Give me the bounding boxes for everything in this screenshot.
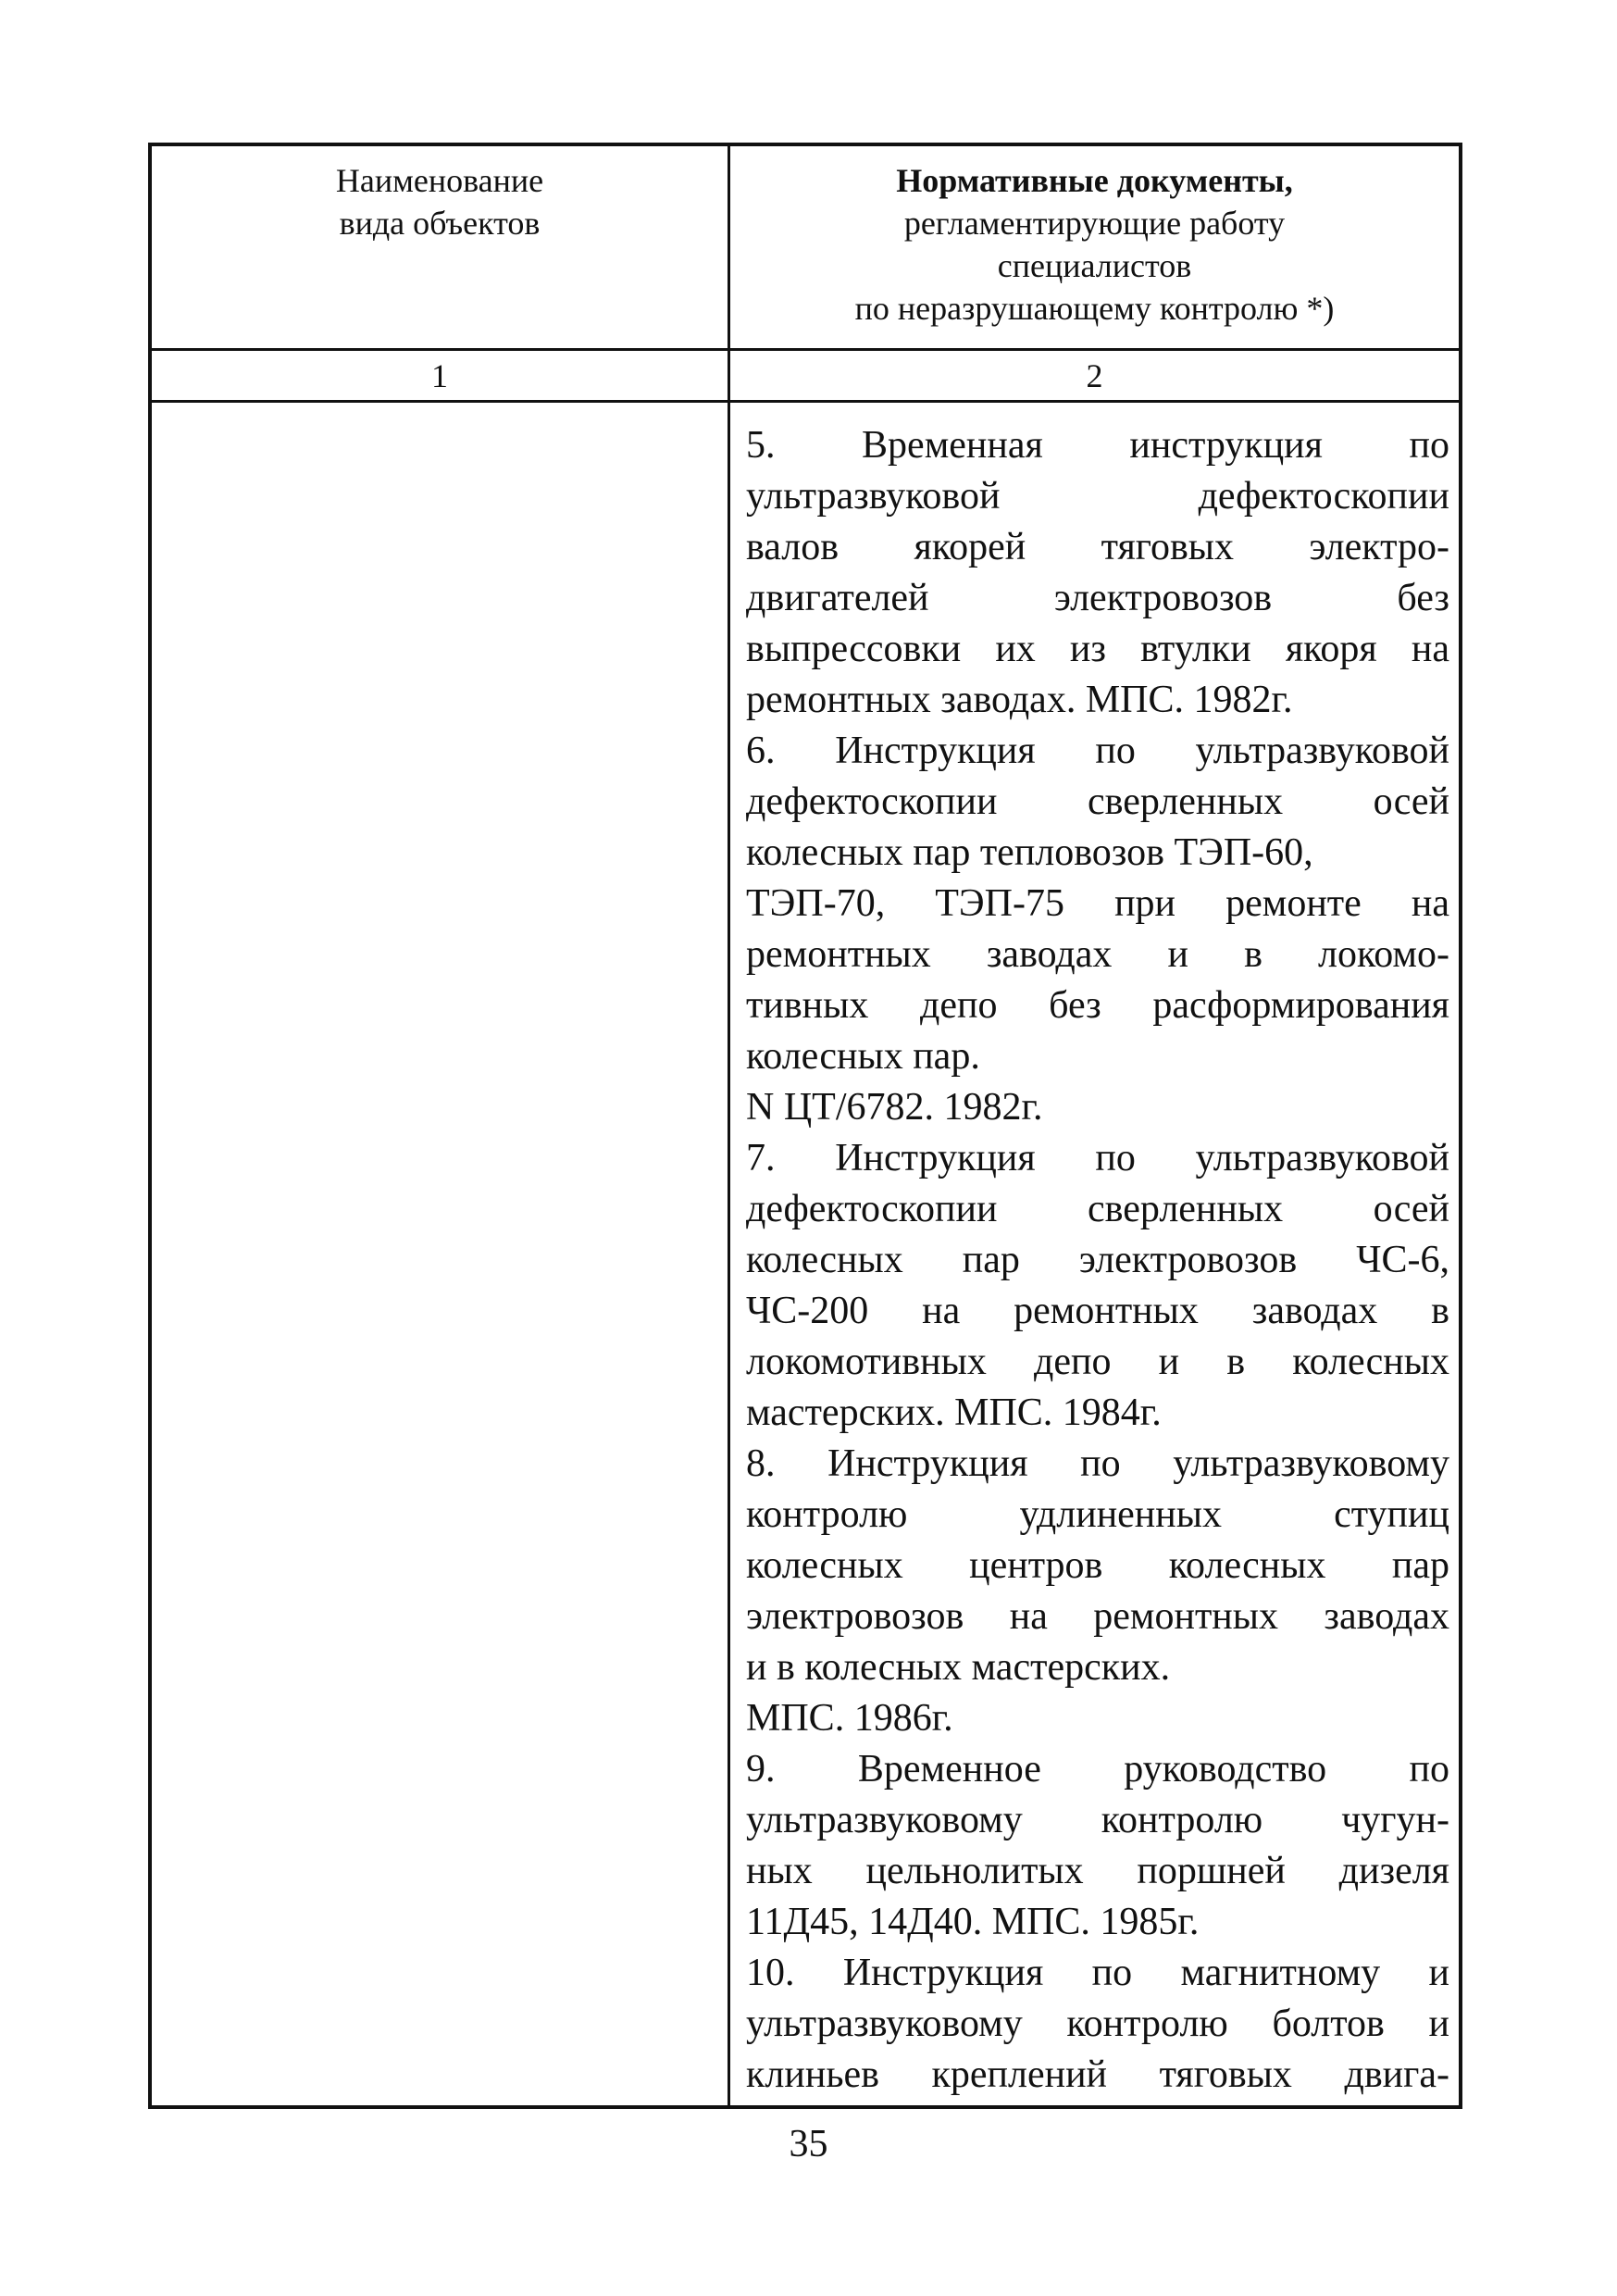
text-line: валов якорей тяговых электро-	[746, 526, 1449, 568]
text-line: ЧС-200 на ремонтных заводах в	[746, 1290, 1449, 1332]
text-line: локомотивных депо и в колесных	[746, 1341, 1449, 1383]
text-line: ТЭП-70, ТЭП-75 при ремонте на	[746, 882, 1449, 925]
text-line: ультразвуковой дефектоскопии	[746, 475, 1449, 518]
text-line: ультразвуковому контролю болтов и	[746, 2003, 1449, 2045]
text-line: колесных центров колесных пар	[746, 1544, 1449, 1587]
header-object-type	[152, 159, 728, 244]
text-line: мастерских. МПС. 1984г.	[746, 1391, 1162, 1434]
text-line: дефектоскопии сверленных осей	[746, 780, 1449, 823]
text-line: контролю удлиненных ступиц	[746, 1493, 1449, 1536]
column-number-2: 2	[1086, 357, 1103, 394]
text-line: ремонтных заводах. МПС. 1982г.	[746, 679, 1293, 721]
column-number-1: 1	[431, 357, 448, 394]
text-line: МПС. 1986г.	[746, 1697, 953, 1740]
text-line: тивных депо без расформирования	[746, 984, 1449, 1027]
text-line: 10. Инструкция по магнитному и	[746, 1952, 1449, 1994]
text-line: 7. Инструкция по ультразвуковой	[746, 1137, 1449, 1179]
text-line: колесных пар электровозов ЧС-6,	[746, 1239, 1449, 1281]
text-line: колесных пар тепловозов ТЭП-60,	[746, 831, 1313, 874]
text-line: клиньев креплений тяговых двига-	[746, 2053, 1449, 2096]
text-line: дефектоскопии сверленных осей	[746, 1188, 1449, 1230]
text-line: 6. Инструкция по ультразвуковой	[746, 730, 1449, 772]
text-line: 9. Временное руководство по	[746, 1748, 1449, 1791]
text-line: ультразвуковому контролю чугун-	[746, 1799, 1449, 1841]
text-line: и в колесных мастерских.	[746, 1646, 1171, 1689]
header-line: вида объектов	[339, 205, 541, 242]
column-divider	[728, 146, 730, 2105]
header-line: регламентирующие работу	[903, 205, 1286, 242]
page-number: 35	[789, 2123, 828, 2165]
text-line: колесных пар.	[746, 1035, 980, 1078]
header-line: специалистов	[997, 247, 1192, 284]
header-divider	[152, 348, 1459, 351]
column-number-divider	[152, 400, 1459, 403]
text-line: выпрессовки их из втулки якоря на	[746, 628, 1449, 670]
text-line: 11Д45, 14Д40. МПС. 1985г.	[746, 1901, 1200, 1943]
header-line: по неразрушающему контролю *)	[854, 290, 1335, 327]
document-table	[148, 143, 1462, 2109]
text-line: двигателей электровозов без	[746, 577, 1449, 619]
text-line: ных цельнолитых поршней дизеля	[746, 1850, 1449, 1892]
text-line: ремонтных заводах и в локомо-	[746, 933, 1449, 976]
text-line: электровозов на ремонтных заводах	[746, 1595, 1449, 1638]
header-normative-documents	[730, 159, 1459, 330]
text-line: 5. Временная инструкция по	[746, 424, 1449, 467]
text-line: 8. Инструкция по ультразвуковому	[746, 1442, 1449, 1485]
header-line: Наименование	[335, 162, 544, 199]
text-line: N ЦТ/6782. 1982г.	[746, 1086, 1043, 1129]
header-line: Нормативные документы,	[896, 162, 1293, 199]
documents-list	[746, 420, 1449, 2101]
